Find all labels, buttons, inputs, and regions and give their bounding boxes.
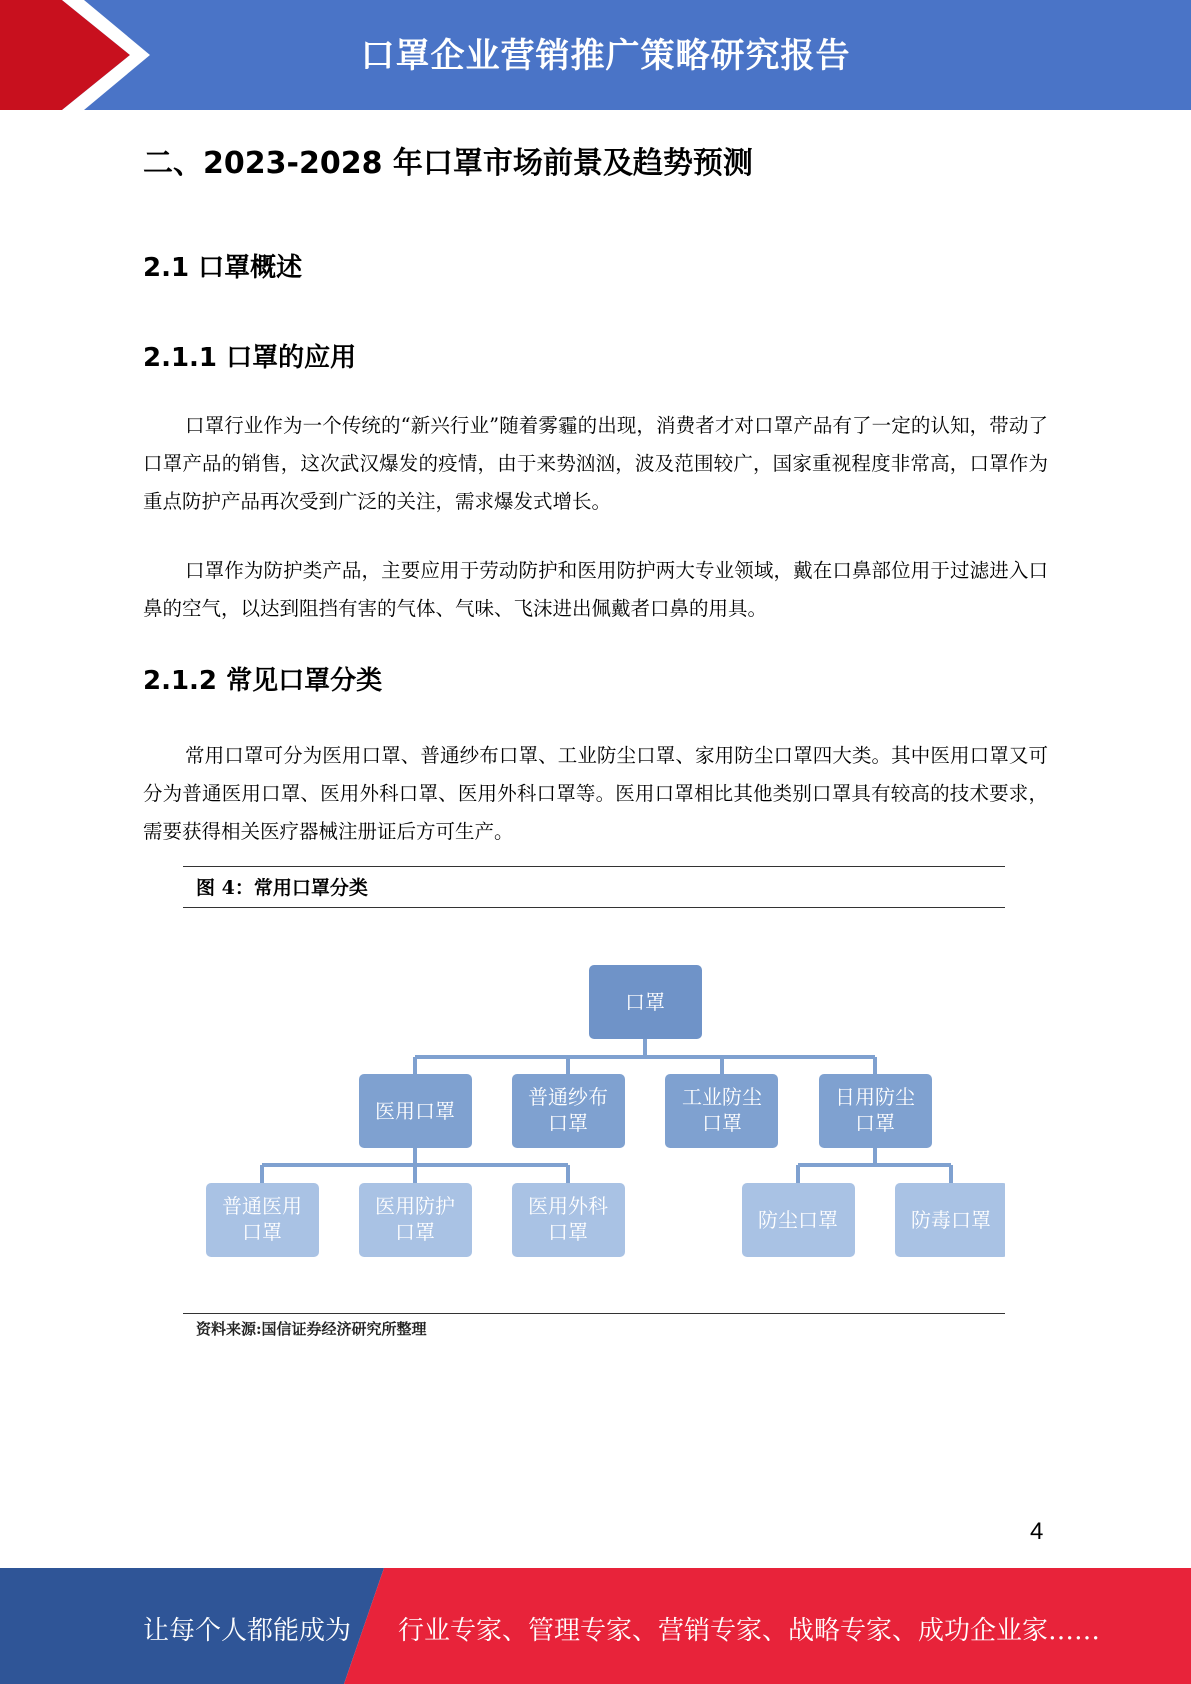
figure-source-note: 资料来源:国信证券经济研究所整理 xyxy=(196,1320,427,1338)
org-node-gauze-mask-label-1: 普通纱布 xyxy=(528,1085,608,1109)
report-footer-banner xyxy=(0,1568,1191,1684)
org-node-medical-surgical-mask-label-2: 口罩 xyxy=(548,1220,588,1244)
subsection-heading-2-1: 2.1 口罩概述 xyxy=(143,253,303,283)
org-node-medical-protective-mask-label-1: 医用防护 xyxy=(375,1194,455,1218)
paragraph-mask-function: 口罩作为防护类产品，主要应用于劳动防护和医用防护两大专业领域，戴在口鼻部位用于过滤进入口鼻的空气，以达到阻挡有害的气体、气味、飞沫进出佩戴者口鼻的用具。 xyxy=(143,559,1048,620)
section-heading: 二、2023-2028 年口罩市场前景及趋势预测 xyxy=(143,146,753,181)
org-node-gas-mask-label: 防毒口罩 xyxy=(911,1208,991,1232)
subsection-heading-2-1-2: 2.1.2 常见口罩分类 xyxy=(143,666,383,696)
paragraph-mask-classification: 常用口罩可分为医用口罩、普通纱布口罩、工业防尘口罩、家用防尘口罩四大类。其中医用口罩又可分为普通医用口罩、医用外科口罩、医用外科口罩等。医用口罩相比其他类别口罩具有较高的技术要求，需要获得相关医疗器械注册证后方可生产。 xyxy=(143,744,1048,843)
org-node-industrial-dust-mask-label-2: 口罩 xyxy=(702,1111,742,1135)
page-number: 4 xyxy=(1030,1518,1044,1545)
footer-slogan-right: 行业专家、管理专家、营销专家、战略专家、成功企业家…… xyxy=(398,1616,1101,1646)
org-node-dust-mask-label: 防尘口罩 xyxy=(758,1208,838,1232)
org-node-regular-medical-mask-label-2: 口罩 xyxy=(242,1220,282,1244)
figure-bottom-rule xyxy=(183,1313,1005,1314)
paragraph-mask-application: 口罩行业作为一个传统的“新兴行业”随着雾霾的出现，消费者才对口罩产品有了一定的认知，带动了口罩产品的销售，这次武汉爆发的疫情，由于来势汹汹，波及范围较广，国家重视程度非常高，口罩作为重点防护产品再次受到广泛的关注，需求爆发式增长。 xyxy=(143,414,1048,513)
org-node-regular-medical-mask-label-1: 普通医用 xyxy=(222,1194,302,1218)
org-node-medical-surgical-mask-label-1: 医用外科 xyxy=(528,1194,608,1218)
org-node-gauze-mask-label-2: 口罩 xyxy=(548,1111,588,1135)
figure-caption-rule xyxy=(183,907,1005,908)
figure-caption: 图 4：常用口罩分类 xyxy=(196,877,368,899)
report-header-banner xyxy=(0,0,1191,110)
subsection-heading-2-1-1: 2.1.1 口罩的应用 xyxy=(143,343,357,373)
org-node-industrial-dust-mask-label-1: 工业防尘 xyxy=(682,1085,762,1109)
org-node-daily-dust-mask-label-1: 日用防尘 xyxy=(835,1085,915,1109)
org-node-medical-protective-mask-label-2: 口罩 xyxy=(395,1220,435,1244)
figure-top-rule xyxy=(183,866,1005,867)
footer-slogan-left: 让每个人都能成为 xyxy=(143,1616,352,1646)
org-node-root-label: 口罩 xyxy=(625,990,665,1014)
org-node-daily-dust-mask-label-2: 口罩 xyxy=(855,1111,895,1135)
report-title: 口罩企业营销推广策略研究报告 xyxy=(360,36,851,76)
org-node-medical-mask-label: 医用口罩 xyxy=(375,1099,455,1123)
mask-classification-org-chart xyxy=(183,940,1005,1270)
